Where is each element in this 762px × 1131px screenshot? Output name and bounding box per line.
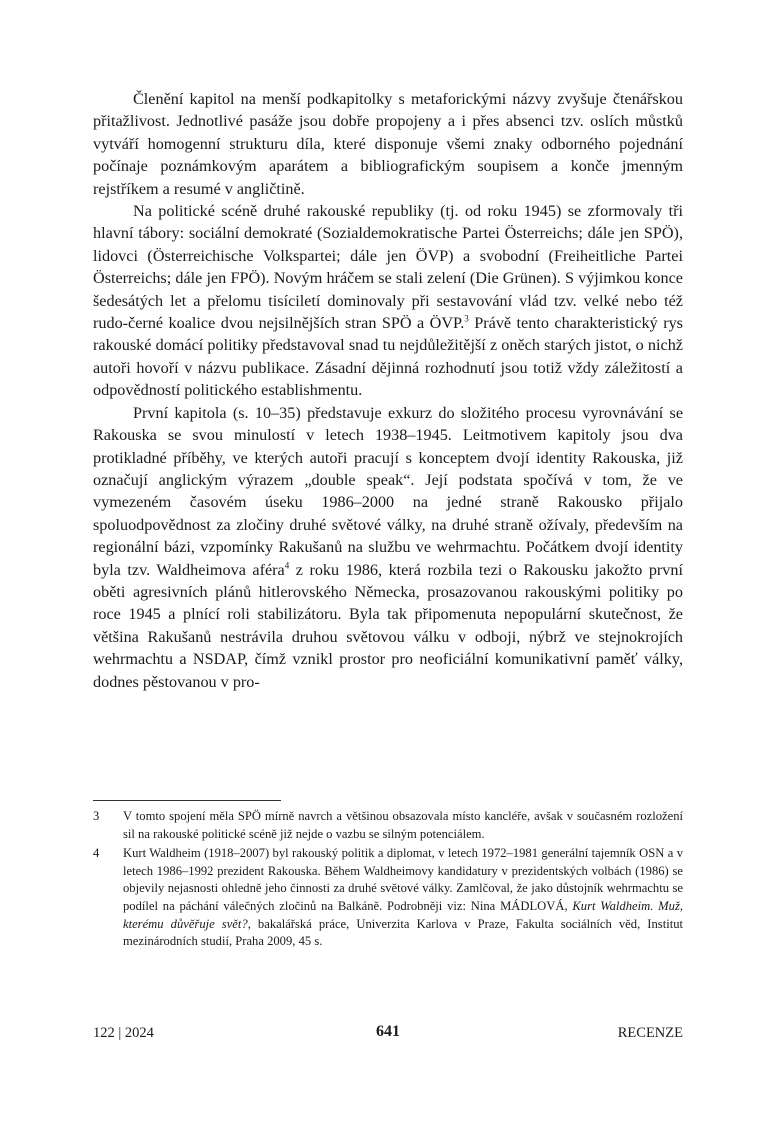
footnote <box>93 845 683 951</box>
paragraph-text: Na politické scéně druhé rakouské republiky (tj. od roku 1945) se zformovaly tři hlavní tábory: sociální demokraté (Sozialdemokratische Partei Österreichs; dále jen SPÖ), lidovci (Österreichische Volkspartei; dále jen ÖVP) a svobodní (Freiheitliche Partei Österreichs; dále jen FPÖ). Novým hráčem se stali zelení (Die Grünen). S výjimkou konce šedesátých let a přelomu tisíciletí dominovaly při sestavování vlád tzv. velké nebo též rudo-černé koalice dvou nejsilnějších stran SPÖ a ÖVP. <box>93 202 683 333</box>
footnotes <box>93 808 683 953</box>
footnote-cited-title: Kurt Waldheim. Muž, kterému důvěřuje svět? <box>123 898 683 931</box>
footnote-number: 3 <box>93 809 100 823</box>
paragraph <box>93 200 683 402</box>
paragraph: Členění kapitol na menší podkapitolky s metaforickými názvy zvyšuje čtenářskou přitažlivost. Jednotlivé pasáže jsou dobře propojeny a i přes absenci tzv. oslích můstků vytváří homogenní strukturu díla, které disponuje všemi znaky odborného pojednání počínaje poznámkovým aparátem a bibliografickým soupisem a konče jmenným rejstříkem a resumé v angličtině. <box>93 90 683 198</box>
footnote-ref: 3 <box>464 313 469 324</box>
footnote-text: V tomto spojení měla SPÖ mírně navrch a většinou obsazovala místo kancléře, avšak v současném rozložení sil na rakouské politické scéně již nejde o vazbu se silným potenciálem. <box>123 809 683 841</box>
body-text <box>93 88 683 693</box>
footnote-text-part: , bakalářská práce, Univerzita Karlova v Praze, Fakulta sociálních věd, Institut mezinárodních studií, Praha 2009, 45 s. <box>123 916 683 949</box>
paragraph-text: z roku 1986, která rozbila tezi o Rakousku jakožto první oběti agresivních plánů hitlerovského Německa, prosazovanou rakouskými politiky po roce 1945 a plnící roli stabilizátoru. Byla tak připomenuta nepopulární skutečnost, že většina Rakušanů nestrávila druhou světovou válku v odboji, nýbrž ve stejnokrojích wehrmachtu a NSDAP, čímž vznikl prostor pro neoficiální komunikativní paměť války, dodnes pěstovanou v pro- <box>93 560 683 691</box>
footnote-ref: 4 <box>284 560 290 571</box>
footnote-number: 4 <box>93 846 100 861</box>
paragraph <box>93 402 683 693</box>
footnote-divider <box>93 800 281 801</box>
section-name: RECENZE <box>617 1025 683 1041</box>
paragraph-text: Právě tento charakteristický rys rakouské domácí politiky představoval snad tu nejdůležitější z oněch starých jistot, o nichž autoři hovoří v názvu publikace. Zásadní dějinná rozhodnutí jsou totiž vždy záležitostí a odpovědností politického establishmentu. <box>93 314 683 400</box>
paragraph-text: První kapitola (s. 10–35) představuje exkurz do složitého procesu vyrovnávání se Rakouska se svou minulostí v letech 1938–1945. Leitmotivem kapitoly jsou dva protikladné příběhy, ve kterých autoři pracují s konceptem dvojí identity Rakouska, již označují anglickým výrazem „double speak“. Její podstata spočívá v tom, že ve vymezeném časovém úseku 1986–2000 na jedné straně Rakousko přijalo spoluodpovědnost za zločiny druhé světové války, na druhé straně ožívaly, především na regionální bázi, vzpomínky Rakušanů na službu ve wehrmachtu. Počátkem dvojí identity byla tzv. Waldheimova aféra <box>93 403 683 579</box>
footnote-text <box>123 845 683 951</box>
footnote-text-part: Kurt Waldheim (1918–2007) byl rakouský politik a diplomat, v letech 1972–1981 generální tajemník OSN a v letech 1986–1992 prezident Rakouska. Během Waldheimovy kandidatury v prezidentských volbách (1986) se objevily nejasnosti ohledně jeho činnosti za druhé světové války. Zamlčoval, že jako důstojník wehrmachtu se podílel na páchání válečných zločinů na Balkáně. Podrobněji viz: Nina MÁDLOVÁ, <box>123 846 683 913</box>
page-footer <box>93 1023 683 1047</box>
page-number: 641 <box>376 1023 400 1040</box>
journal-issue: 122 | 2024 <box>93 1025 154 1041</box>
footnote <box>93 808 683 843</box>
